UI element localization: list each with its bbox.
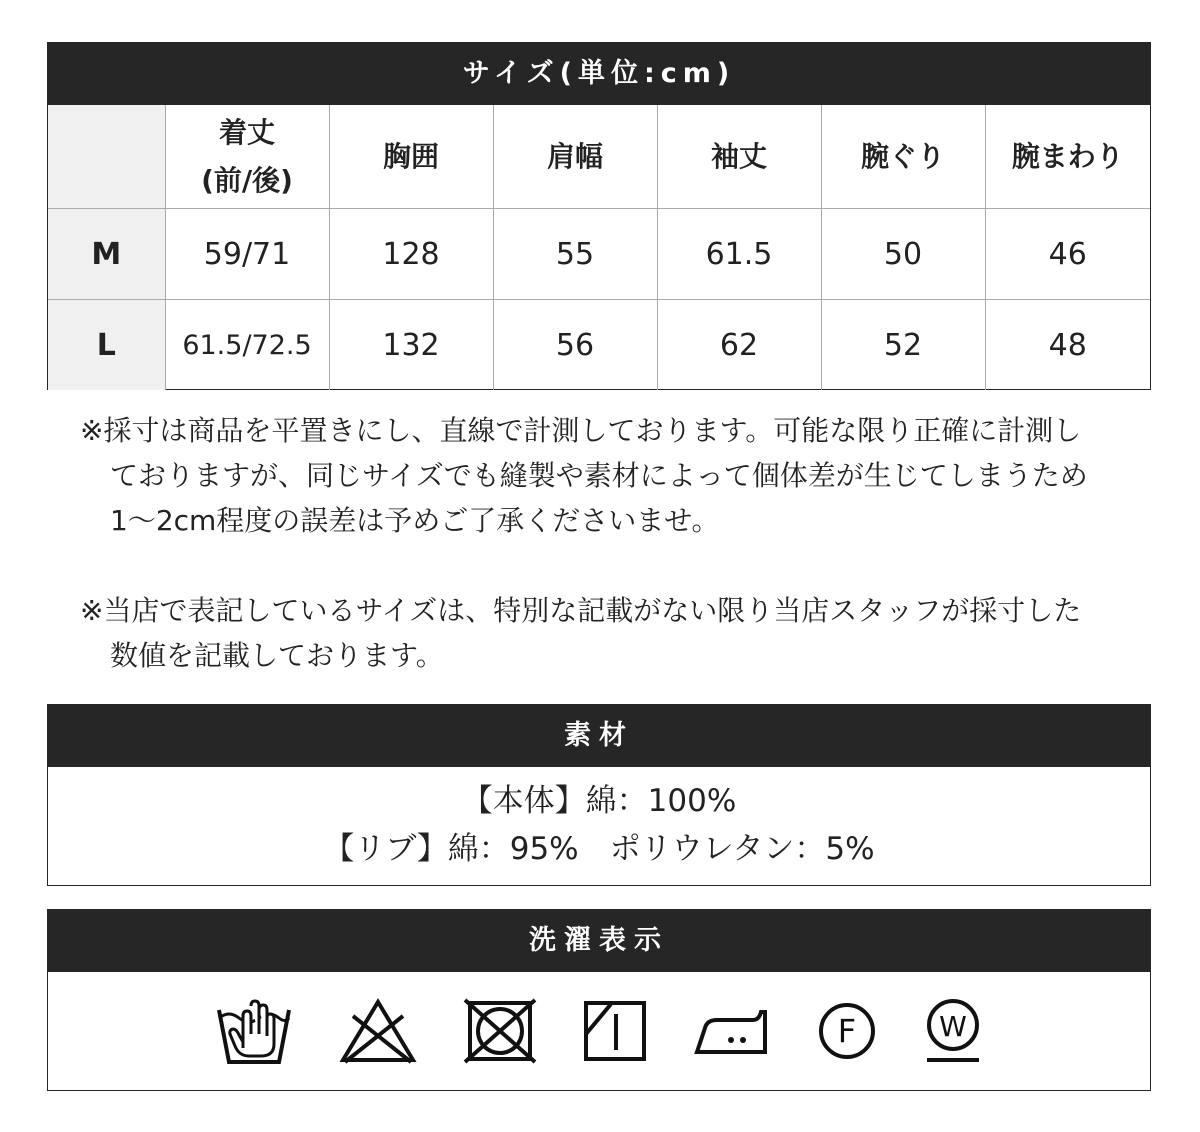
table-cell: 46 [985,209,1150,300]
care-section [47,909,1151,1091]
row-label: L [48,300,165,391]
note-line: ※当店で表記しているサイズは、特別な記載がない限り当店スタッフが採寸した [80,594,1082,627]
wet-clean-letter: W [939,1010,967,1043]
note-line: 1～2cm程度の誤差は予めご了承くださいませ。 [110,504,720,537]
row-label: M [48,209,165,300]
header-upper-arm: 腕まわり [985,105,1150,209]
table-cell: 132 [329,300,493,391]
size-source-note [80,588,1140,678]
table-cell: 59/71 [165,209,329,300]
table-cell: 61.5 [657,209,821,300]
table-cell: 52 [821,300,985,391]
header-shoulder: 肩幅 [493,105,657,209]
header-chest: 胸囲 [329,105,493,209]
size-title: サイズ(単位:cm) [48,43,1150,105]
table-cell: 61.5/72.5 [165,300,329,391]
note-line: 数値を記載しております。 [110,639,444,672]
header-sleeve: 袖丈 [657,105,821,209]
hand-wash-icon [215,996,293,1066]
table-row [48,300,1150,391]
no-bleach-icon [339,998,417,1064]
size-table [48,105,1150,390]
dry-clean-f-icon [817,1001,877,1061]
header-blank [48,105,165,209]
size-section [47,42,1151,390]
header-length [165,105,329,209]
measurement-note [80,408,1140,543]
table-cell: 128 [329,209,493,300]
material-section [47,704,1151,886]
care-icons [48,972,1150,1090]
table-row [48,209,1150,300]
table-cell: 55 [493,209,657,300]
table-cell: 48 [985,300,1150,391]
header-length-line1: 着丈 [218,115,275,149]
no-tumble-dry-icon [463,998,537,1064]
material-rib-line: 【リブ】綿：95% ポリウレタン：5% [323,831,875,867]
table-cell: 62 [657,300,821,391]
material-title: 素材 [48,705,1150,767]
note-line: ておりますが、同じサイズでも縫製や素材によって個体差が生じてしまうため [110,459,1088,492]
note-line: ※採寸は商品を平置きにし、直線で計測しております。可能な限り正確に計測し [80,414,1082,447]
line-dry-shade-icon [583,1000,647,1062]
table-cell: 50 [821,209,985,300]
dry-clean-letter: F [837,1012,857,1050]
header-armhole: 腕ぐり [821,105,985,209]
low-iron-icon [693,1006,771,1056]
header-length-line2: (前/後) [201,163,293,197]
wet-clean-w-icon [923,998,983,1064]
table-cell: 56 [493,300,657,391]
material-body-line: 【本体】綿：100% [461,783,737,819]
care-title: 洗濯表示 [48,910,1150,972]
